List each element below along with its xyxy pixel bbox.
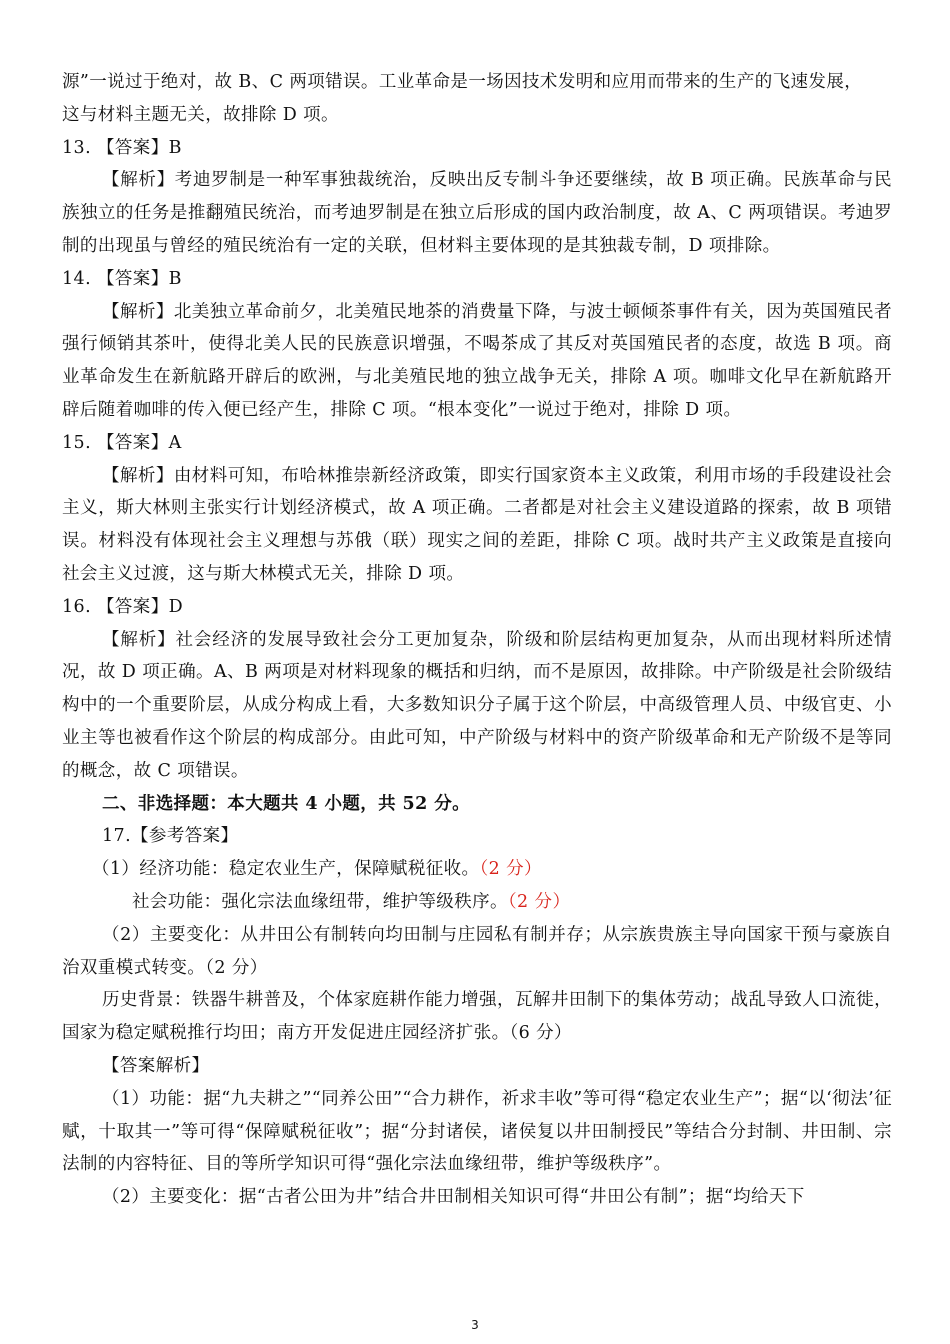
q17-analysis-part2: （2）主要变化：据“古者公田为井”结合井田制相关知识可得“井田公有制”；据“均给天下 xyxy=(102,1187,805,1208)
q15-analysis: 【解析】由材料可知，布哈林推崇新经济政策，即实行国家资本主义政策，利用市场的手段建设社会主义，斯大林则主张实行计划经济模式，故 A 项正确。二者都是对社会主义建设道路的探索，故 B 项错误。材料没有体现社会主义理想与苏俄（联）现实之间的差距，排除 C 项。战时共产主义政策是直接向社会主义过渡，这与斯大林模式无关，排除 D 项。 xyxy=(62,465,892,584)
q17-part1b-text: 社会功能：强化宗法血缘纽带，维护等级秩序。 xyxy=(132,891,508,912)
q17-historical-background: 历史背景：铁器牛耕普及，个体家庭耕作能力增强，瓦解井田制下的集体劳动；战乱导致人口流徙，国家为稳定赋税推行均田；南方开发促进庄园经济扩张。（6 分） xyxy=(62,990,892,1044)
q17-part2-main-changes: （2）主要变化：从井田公有制转向均田制与庄园私有制并存；从宗族贵族主导向国家干预与豪族自治双重模式转变。（2 分） xyxy=(62,924,892,978)
continued-analysis-line-2: 这与材料主题无关，故排除 D 项。 xyxy=(62,104,339,125)
q17-part1-social-function xyxy=(62,886,892,919)
q17-part1-score: （2 分） xyxy=(479,859,542,880)
q17-reference-answer-heading: 17.【参考答案】 xyxy=(102,826,239,847)
page-number: 3 xyxy=(471,1318,479,1332)
q13-analysis: 【解析】考迪罗制是一种军事独裁统治，反映出反专制斗争还要继续，故 B 项正确。民族革命与民族独立的任务是推翻殖民统治，而考迪罗制是在独立后形成的国内政治制度，故 A、C 两项错误。考迪罗制的出现虽与曾经的殖民统治有一定的关联，但材料主要体现的是其独裁专制，D 项排除。 xyxy=(62,170,892,256)
q16-analysis: 【解析】社会经济的发展导致社会分工更加复杂，阶级和阶层结构更加复杂，从而出现材料所述情况，故 D 项正确。A、B 两项是对材料现象的概括和归纳，而不是原因，故排除。中产阶级是社会阶级结构中的一个重要阶层，从成分构成上看，大多数知识分子属于这个阶层，中高级管理人员、中级官吏、小业主等也被看作这个阶层的构成部分。由此可知，中产阶级与材料中的资产阶级革命和无产阶级不是等同的概念，故 C 项错误。 xyxy=(62,629,892,781)
q17-part1b-score: （2 分） xyxy=(507,891,571,912)
q17-part1-text: （1）经济功能：稳定农业生产，保障赋税征收。 xyxy=(92,859,480,880)
continued-analysis-line-1: 源”一说过于绝对，故 B、C 两项错误。工业革命是一场因技术发明和应用而带来的生产的飞速发展， xyxy=(62,72,863,92)
q15-answer: 15. 【答案】A xyxy=(62,432,182,453)
q14-answer: 14. 【答案】B xyxy=(62,268,182,289)
page-content xyxy=(62,66,892,1214)
q17-analysis-heading: 【答案解析】 xyxy=(102,1055,210,1076)
q13-answer: 13. 【答案】B xyxy=(62,137,182,158)
q17-part1-economic-function xyxy=(62,853,892,886)
section-2-title: 二、非选择题：本大题共 4 小题，共 52 分。 xyxy=(102,793,470,814)
q14-analysis: 【解析】北美独立革命前夕，北美殖民地茶的消费量下降，与波士顿倾茶事件有关，因为英国殖民者强行倾销其茶叶，使得北美人民的民族意识增强，不喝茶成了其反对英国殖民者的态度，故选 B 项。商业革命发生在新航路开辟后的欧洲，与北美殖民地的独立战争无关，排除 A 项。咖啡文化早在新航路开辟后随着咖啡的传入便已经产生，排除 C 项。“根本变化”一说过于绝对，排除 D 项。 xyxy=(62,301,892,420)
q16-answer: 16. 【答案】D xyxy=(62,596,184,617)
q17-analysis-part1: （1）功能：据“九夫耕之”“同养公田”“合力耕作，祈求丰收”等可得“稳定农业生产”；据“以‘彻法’征赋，十取其一”等可得“保障赋税征收”；据“分封诸侯，诸侯复以井田制授民”等结合分封制、井田制、宗法制的内容特征、目的等所学知识可得“强化宗法血缘纽带，维护等级秩序”。 xyxy=(62,1088,892,1175)
